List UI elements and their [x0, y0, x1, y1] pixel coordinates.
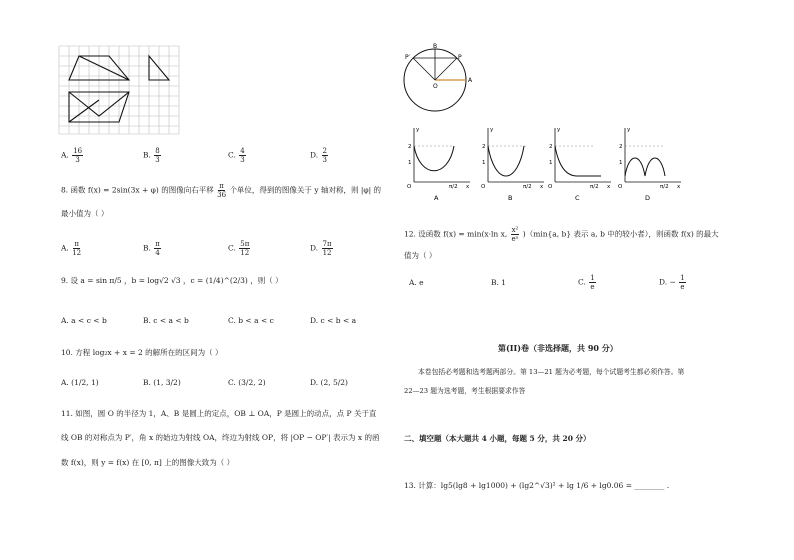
y-tick-label-1: 1 [549, 160, 553, 166]
y-tick-label-1: 1 [408, 160, 412, 166]
origin-label: O [407, 184, 412, 190]
q7-option-d[interactable]: D. $\frac{2}{3}$ [310, 147, 327, 164]
graph-option-b [478, 124, 550, 204]
q12-option-a[interactable]: A. e [409, 278, 424, 287]
label-p: P [458, 54, 462, 61]
label-b: B [433, 43, 438, 50]
y-tick-label-1: 1 [619, 160, 623, 166]
q9-option-c[interactable]: C. b < a < c [228, 316, 274, 325]
q10-option-a[interactable]: A. (1/2, 1) [61, 378, 99, 387]
curve-d [625, 158, 665, 176]
q12-option-d[interactable]: D. − $\frac{1}{e}$ [659, 274, 685, 291]
origin-label: O [548, 184, 553, 190]
x-axis-label: x [677, 184, 681, 190]
q8-stem-line2: 最小值为（ ） [61, 209, 109, 218]
graph-option-c [545, 124, 617, 204]
q11-stem-line3: 数 f(x)，则 y = f(x) 在 [0, π] 上的图像大致为（ ） [61, 458, 235, 467]
q8-stem-line1: 8. 函数 f(x) = 2sin(3x + φ) 的图像向右平移 $\frac{\pi}{36}$ 个单位，得到的图像关于 y 轴对称，则 |φ| 的 [61, 182, 382, 199]
y-axis-label: y [490, 127, 494, 133]
three-view-grid-figure [57, 44, 181, 136]
q7-option-a[interactable]: A. $\frac{16}{3}$ [61, 147, 83, 164]
curve-c [555, 146, 601, 176]
q10-option-c[interactable]: C. (3/2, 2) [228, 378, 266, 387]
curve-b [488, 146, 524, 176]
q9-stem: 9. 设 a = sin π/5 ，b = log√2 √3 ，c = (1/4)^(2/3) ，则（ ） [61, 276, 283, 285]
q8-option-b[interactable]: B. $\frac{\pi}{4}$ [143, 240, 160, 257]
x-tick-label: π/2 [660, 184, 669, 190]
y-axis-label: y [557, 127, 561, 133]
y-tick-label: 2 [619, 144, 623, 150]
q12-stem-line1: 12. 设函数 f(x) = min(x·ln x, $\frac{\text{x²}}{\text{eˣ}}$ )（min{a, b} 表示 a, b 中的较小者），则函数 f(x) 的最大 [404, 226, 719, 243]
y-tick-label: 2 [408, 144, 412, 150]
x-axis-label: x [607, 184, 611, 190]
q7-option-c[interactable]: C. $\frac{4}{3}$ [228, 147, 245, 164]
x-tick-label: π/2 [590, 184, 599, 190]
graph-label: B [508, 194, 513, 202]
q12-stem-line2: 值为（ ） [404, 251, 437, 260]
y-tick-label: 2 [549, 144, 553, 150]
graph-option-d [615, 124, 687, 204]
q11-stem-line1: 11. 如图，圆 O 的半径为 1，A、B 是圆上的定点，OB ⊥ OA，P 是圆上的动点，点 P 关于直 [61, 409, 377, 418]
q12-option-b[interactable]: B. 1 [491, 278, 507, 287]
q9-option-d[interactable]: D. c < b < a [310, 316, 357, 325]
x-axis-label: x [466, 184, 470, 190]
q7-option-b[interactable]: B. $\frac{8}{3}$ [143, 147, 160, 164]
q8-option-a[interactable]: A. $\frac{\pi}{12}$ [61, 240, 82, 257]
label-p-prime: P′ [405, 54, 410, 61]
graph-option-a [404, 124, 476, 204]
q11-stem-line2: 线 OB 的对称点为 P′，角 x 的始边为射线 OA，终边为射线 OP，将 |OP − OP′| 表示为 x 的函 [61, 433, 380, 442]
origin-label: O [481, 184, 486, 190]
y-tick-label: 2 [482, 144, 486, 150]
section2-intro-line2: 22—23 题为选考题，考生根据要求作答 [404, 387, 526, 395]
q10-stem: 10. 方程 log₂x + x = 2 的解所在的区间为（ ） [61, 348, 223, 357]
label-a: A [468, 77, 473, 84]
x-tick-label: π/2 [449, 184, 458, 190]
q10-option-b[interactable]: B. (1, 3/2) [143, 378, 181, 387]
q13-stem: 13. 计算：lg5(lg8 + lg1000) + (lg2^√3)² + lg 1/6 + lg0.06 = ________ . [404, 481, 670, 490]
q9-option-b[interactable]: B. c < a < b [143, 316, 189, 325]
q9-option-a[interactable]: A. a < c < b [61, 316, 107, 325]
y-tick-label-1: 1 [482, 160, 486, 166]
q8-option-d[interactable]: D. $\frac{7\pi}{12}$ [310, 240, 332, 257]
y-axis-label: y [627, 127, 631, 133]
label-o: O [433, 83, 438, 90]
q12-option-c[interactable]: C. $\frac{1}{e}$ [578, 274, 595, 291]
graph-label: A [434, 194, 439, 202]
section2-intro-line1: 本卷包括必考题和选考题两部分。第 13—21 题为必考题，每个试题考生都必须作答。第 [418, 368, 685, 376]
circle-figure [400, 42, 480, 116]
curve-a [414, 146, 454, 171]
y-axis-label: y [416, 127, 420, 133]
graph-label: D [645, 194, 651, 202]
q10-option-d[interactable]: D. (2, 5/2) [310, 378, 348, 387]
x-axis-label: x [540, 184, 544, 190]
fill-in-section-title: 二、填空题（本大题共 4 小题，每题 5 分，共 20 分） [404, 434, 591, 443]
section2-title: 第(II)卷（非选择题，共 90 分） [498, 343, 618, 353]
origin-label: O [618, 184, 623, 190]
q8-option-c[interactable]: C. $\frac{5\pi}{12}$ [228, 240, 250, 257]
graph-label: C [575, 194, 580, 202]
x-tick-label: π/2 [523, 184, 532, 190]
